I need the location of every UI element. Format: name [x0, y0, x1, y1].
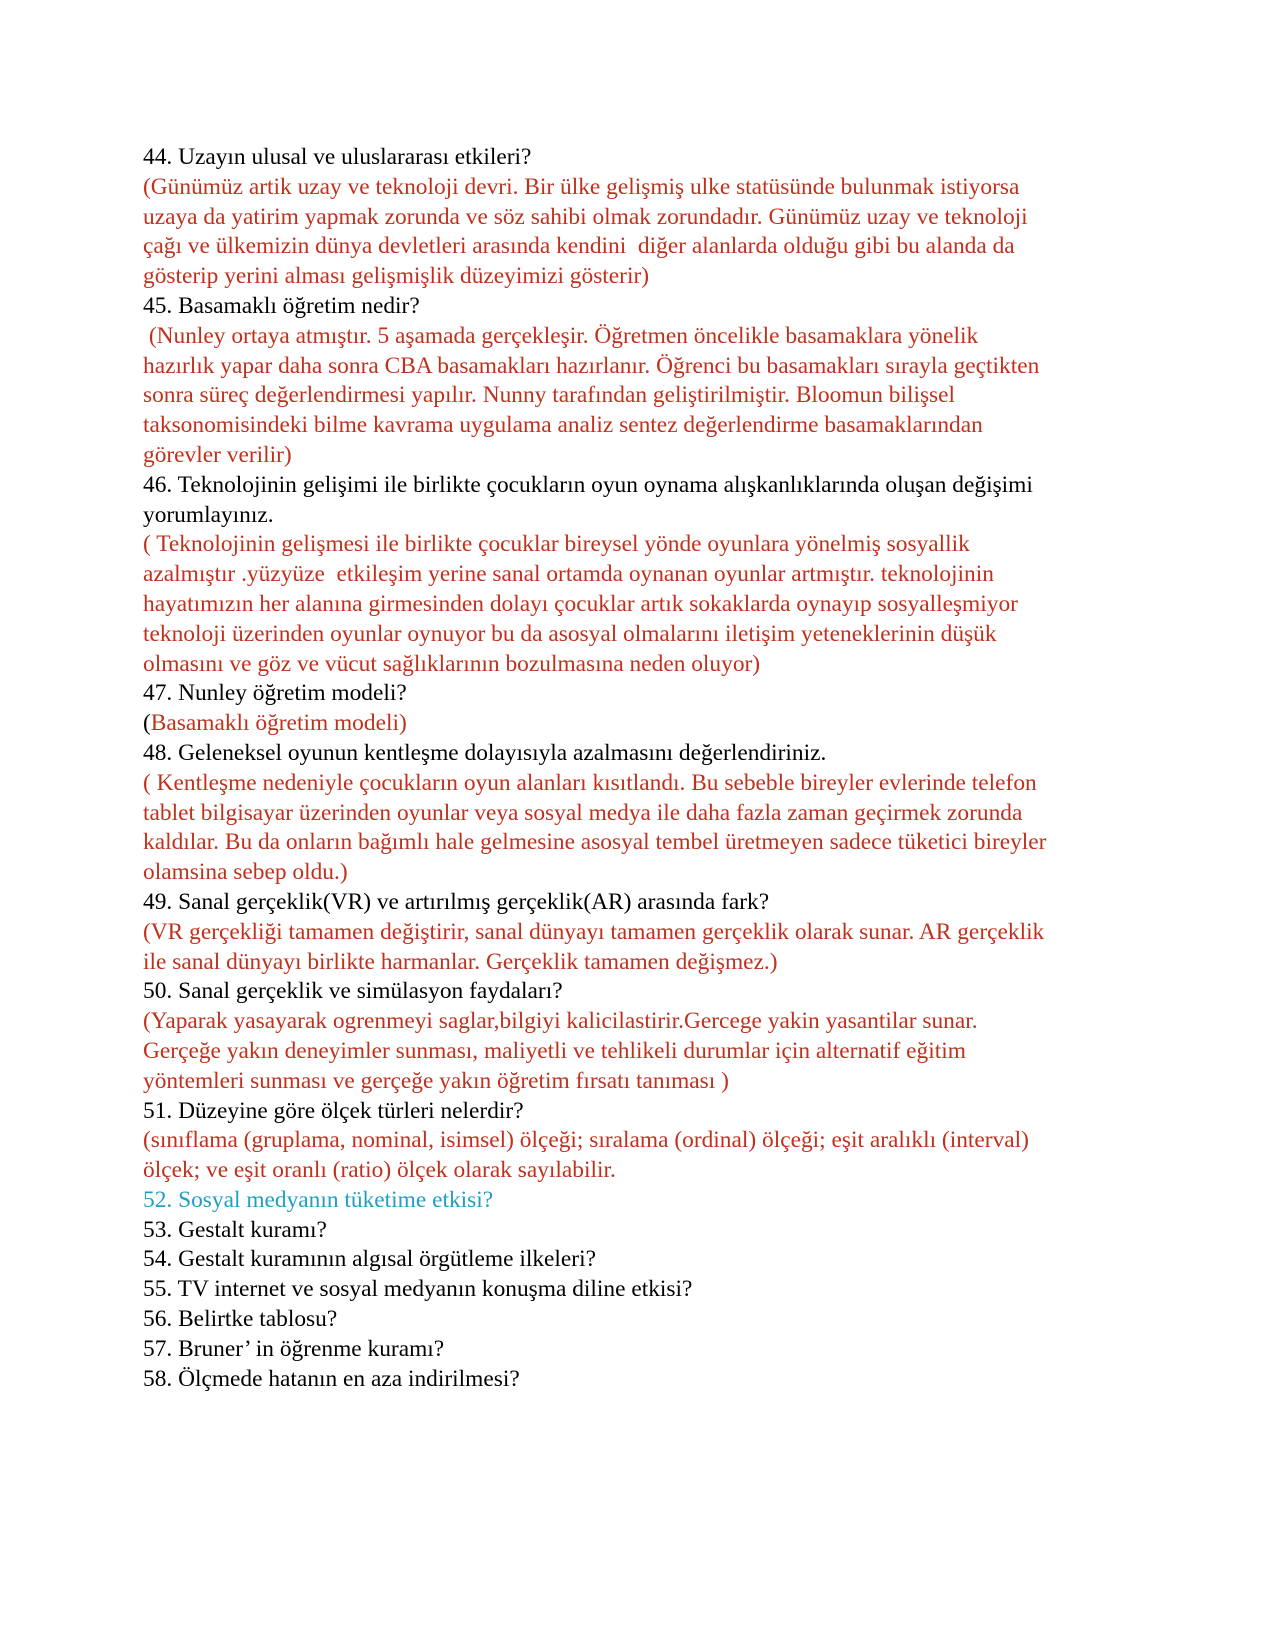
- answer-47-text: Basamaklı öğretim modeli): [150, 710, 407, 737]
- answer-46-line-4: teknoloji üzerinden oyunlar oynuyor bu da asosyal olmalarını iletişim yeteneklerinin düşük: [143, 620, 997, 647]
- question-48: 48. Geleneksel oyunun kentleşme dolayısıyla azalmasını değerlendiriniz.: [143, 739, 827, 766]
- answer-46-line-1: ( Teknolojinin gelişmesi ile birlikte çocuklar bireysel yönde oyunlara yönelmiş sosyallik: [143, 531, 970, 558]
- question-56: 56. Belirtke tablosu?: [143, 1306, 338, 1333]
- question-54: 54. Gestalt kuramının algısal örgütleme ilkeleri?: [143, 1246, 596, 1273]
- document-page: [143, 143, 1123, 1394]
- answer-46-line-5: olmasını ve göz ve vücut sağlıklarının bozulmasına neden oluyor): [143, 650, 761, 677]
- question-57: 57. Bruner’ in öğrenme kuramı?: [143, 1335, 445, 1362]
- question-46-line-1: 46. Teknolojinin gelişimi ile birlikte çocukların oyun oynama alışkanlıklarında oluşan değişimi: [143, 471, 1033, 498]
- answer-45-line-4: taksonomisindeki bilme kavrama uygulama analiz sentez değerlendirme basamaklarından: [143, 412, 983, 439]
- answer-47: [143, 709, 1123, 739]
- qa-item-46: [143, 471, 1123, 680]
- answer-45-line-1: (Nunley ortaya atmıştır. 5 aşamada gerçekleşir. Öğretmen öncelikle basamaklara yönelik: [143, 322, 979, 349]
- answer-44-line-4: gösterip yerini alması gelişmişlik düzeyimizi gösterir): [143, 263, 650, 290]
- question-58: 58. Ölçmede hatanın en aza indirilmesi?: [143, 1365, 520, 1392]
- question-47: 47. Nunley öğretim modeli?: [143, 680, 407, 707]
- open-questions-list: [143, 1216, 1123, 1395]
- answer-49-line-2: ile sanal dünyayı birlikte harmanlar. Gerçeklik tamamen değişmez.): [143, 948, 778, 975]
- question-46-line-2: yorumlayınız.: [143, 501, 274, 528]
- answer-50-line-2: Gerçeğe yakın deneyimler sunması, maliyetli ve tehlikeli durumlar için alternatif eğitim: [143, 1037, 966, 1064]
- answer-44-line-3: çağı ve ülkemizin dünya devletleri arasında kendini diğer alanlarda olduğu gibi bu alanda da: [143, 233, 1015, 260]
- answer-48-line-3: kaldılar. Bu da onların bağımlı hale gelmesine asosyal tembel üretmeyen sadece tüketici bireyler: [143, 829, 1047, 856]
- question-45: 45. Basamaklı öğretim nedir?: [143, 292, 420, 319]
- answer-46-line-2: azalmıştır .yüzyüze etkileşim yerine sanal ortamda oynanan oyunlar artmıştır. teknolojinin: [143, 561, 994, 588]
- answer-48-line-1: ( Kentleşme nedeniyle çocukların oyun alanları kısıtlandı. Bu sebeble bireyler evlerinde telefon: [143, 769, 1037, 796]
- question-55: 55. TV internet ve sosyal medyanın konuşma diline etkisi?: [143, 1276, 693, 1303]
- answer-50-line-3: yöntemleri sunması ve gerçeğe yakın öğretim fırsatı tanıması ): [143, 1067, 729, 1094]
- qa-item-51: [143, 1097, 1123, 1186]
- question-53: 53. Gestalt kuramı?: [143, 1216, 327, 1243]
- answer-51-line-2: ölçek; ve eşit oranlı (ratio) ölçek olarak sayılabilir.: [143, 1157, 616, 1184]
- qa-item-48: [143, 739, 1123, 888]
- qa-item-47: [143, 679, 1123, 739]
- answer-47-open-paren: (: [143, 710, 151, 737]
- qa-item-50: [143, 977, 1123, 1096]
- answer-48-line-2: tablet bilgisayar üzerinden oyunlar veya sosyal medya ile daha fazla zaman geçirmek zorunda: [143, 799, 1023, 826]
- question-52-highlighted: 52. Sosyal medyanın tüketime etkisi?: [143, 1186, 494, 1213]
- answer-51-line-1: (sınıflama (gruplama, nominal, isimsel) ölçeği; sıralama (ordinal) ölçeği; eşit aralıklı (interval): [143, 1127, 1029, 1154]
- qa-item-45: [143, 292, 1123, 471]
- qa-item-44: [143, 143, 1123, 292]
- answer-45-line-5: görevler verilir): [143, 441, 292, 468]
- qa-item-49: [143, 888, 1123, 977]
- answer-48-line-4: olamsina sebep oldu.): [143, 859, 348, 886]
- question-50: 50. Sanal gerçeklik ve simülasyon faydaları?: [143, 978, 563, 1005]
- answer-49-line-1: (VR gerçekliği tamamen değiştirir, sanal dünyayı tamamen gerçeklik olarak sunar. AR gerçeklik: [143, 918, 1045, 945]
- question-49: 49. Sanal gerçeklik(VR) ve artırılmış gerçeklik(AR) arasında fark?: [143, 888, 770, 915]
- question-44: 44. Uzayın ulusal ve uluslararası etkileri?: [143, 144, 532, 170]
- answer-44-line-1: (Günümüz artik uzay ve teknoloji devri. Bir ülke gelişmiş ulke statüsünde bulunmak istiyorsa: [143, 173, 1020, 200]
- answer-50-line-1: (Yaparak yasayarak ogrenmeyi saglar,bilgiyi kalicilastirir.Gercege yakin yasantilar sunar.: [143, 1008, 978, 1035]
- answer-46-line-3: hayatımızın her alanına girmesinden dolayı çocuklar artık sokaklarda oynayıp sosyalleşmiyor: [143, 590, 1018, 617]
- answer-45-line-3: sonra süreç değerlendirmesi yapılır. Nunny tarafından geliştirilmiştir. Bloomun bilişsel: [143, 382, 956, 409]
- answer-44-line-2: uzaya da yatirim yapmak zorunda ve söz sahibi olmak zorundadır. Günümüz uzay ve teknoloji: [143, 203, 1028, 230]
- answer-45-line-2: hazırlık yapar daha sonra CBA basamakları hazırlanır. Öğrenci bu basamakları sırayla geçtikten: [143, 352, 1040, 379]
- question-51: 51. Düzeyine göre ölçek türleri nelerdir?: [143, 1097, 524, 1124]
